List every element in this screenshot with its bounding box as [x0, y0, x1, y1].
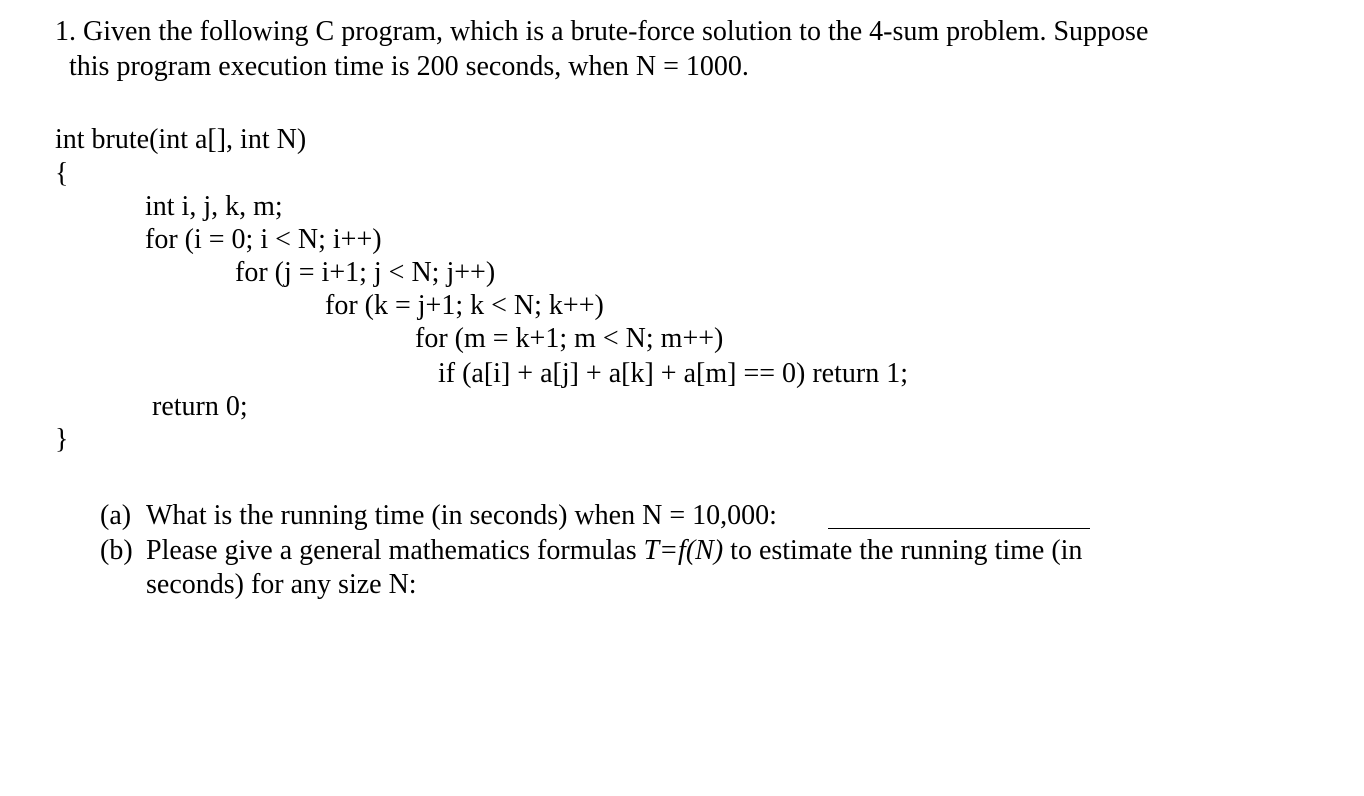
variable-declaration: int i, j, k, m; — [145, 191, 283, 222]
intro-line-2: this program execution time is 200 seconds, when N = 1000. — [69, 51, 749, 82]
loop-i: for (i = 0; i < N; i++) — [145, 224, 382, 255]
part-b-text-pre: Please give a general mathematics formulas — [146, 535, 644, 566]
part-a-text: What is the running time (in seconds) when N = 10,000: — [146, 500, 777, 531]
part-b-text-post: to estimate the running time (in — [723, 535, 1083, 566]
loop-k: for (k = j+1; k < N; k++) — [325, 290, 604, 321]
if-statement: if (a[i] + a[j] + a[k] + a[m] == 0) return 1; — [438, 358, 908, 389]
open-brace: { — [55, 158, 69, 189]
loop-m: for (m = k+1; m < N; m++) — [415, 323, 724, 354]
part-b-label: (b) — [100, 535, 133, 566]
part-a-label: (a) — [100, 500, 132, 531]
intro-line-1: 1. Given the following C program, which is a brute-force solution to the 4-sum problem. Suppose — [55, 16, 1149, 47]
close-brace: } — [55, 424, 69, 455]
function-signature: int brute(int a[], int N) — [55, 124, 307, 155]
part-b-line-1 — [146, 535, 1082, 567]
loop-j: for (j = i+1; j < N; j++) — [235, 257, 496, 288]
part-b-formula: T=f(N) — [643, 535, 724, 566]
return-statement: return 0; — [152, 391, 248, 422]
part-b-line-2: seconds) for any size N: — [146, 569, 417, 600]
answer-blank — [828, 528, 1090, 529]
